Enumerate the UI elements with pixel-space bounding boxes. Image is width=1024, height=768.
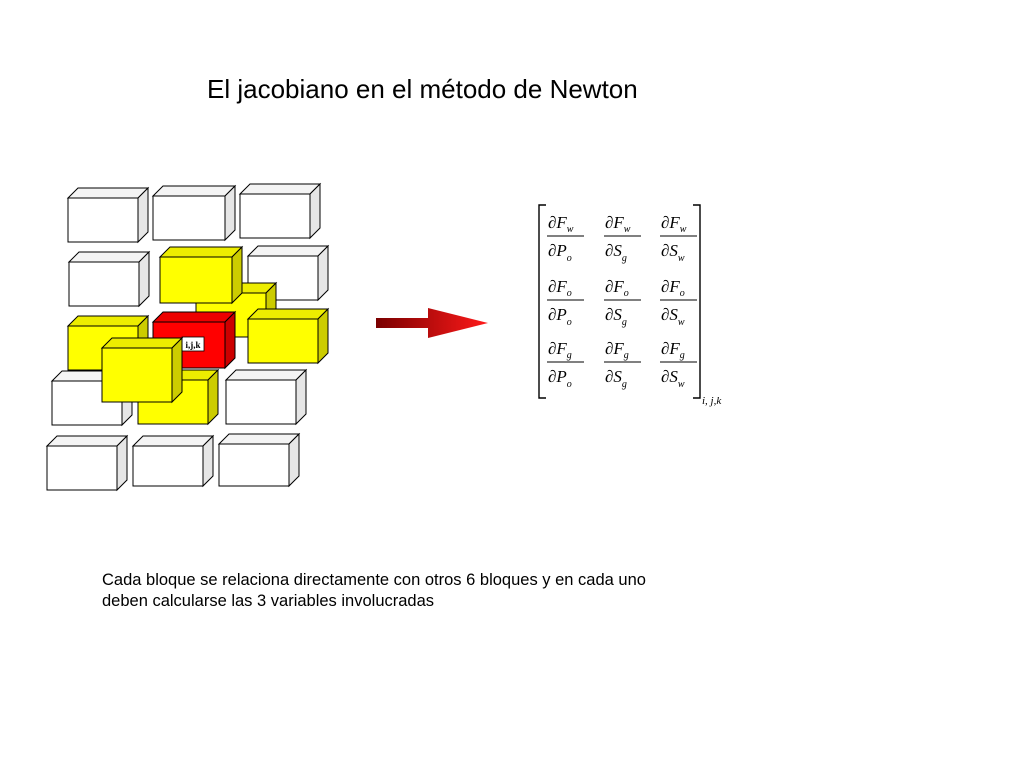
denominator: $\partial S_w$ (661, 367, 685, 390)
matrix-cell (604, 277, 641, 328)
matrix-subscript: i, j,k (702, 395, 722, 407)
numerator: $\partial F_o$ (661, 277, 685, 299)
numerator: $\partial F_w$ (605, 213, 631, 235)
denominator: $\partial P_o$ (548, 241, 572, 264)
numerator: $\partial F_o$ (605, 277, 629, 299)
matrix-cell (547, 339, 584, 390)
matrix-cell (604, 339, 641, 390)
numerator: $\partial F_w$ (548, 213, 574, 235)
numerator: $\partial F_o$ (548, 277, 572, 299)
center-block-label: i,j,k (185, 340, 201, 350)
matrix-cell (604, 213, 641, 264)
denominator: $\partial S_w$ (661, 241, 685, 264)
caption-line-1: Cada bloque se relaciona directamente con otros 6 bloques y en cada uno (102, 571, 646, 589)
denominator: $\partial S_w$ (661, 305, 685, 328)
numerator: $\partial F_g$ (605, 339, 629, 361)
caption (102, 570, 822, 612)
numerator: $\partial F_w$ (661, 213, 687, 235)
matrix-cell (660, 277, 697, 328)
denominator: $\partial S_g$ (605, 367, 627, 390)
denominator: $\partial P_o$ (548, 367, 572, 390)
matrix-cell (660, 213, 697, 264)
denominator: $\partial S_g$ (605, 241, 627, 264)
matrix-cell (547, 213, 584, 264)
numerator: $\partial F_g$ (548, 339, 572, 361)
caption-line-2: deben calcularse las 3 variables involucradas (102, 592, 435, 610)
denominator: $\partial P_o$ (548, 305, 572, 328)
matrix-cell (660, 339, 697, 390)
matrix-cell (547, 277, 584, 328)
slide-title: El jacobiano en el método de Newton (207, 74, 638, 104)
denominator: $\partial S_g$ (605, 305, 627, 328)
numerator: $\partial F_g$ (661, 339, 685, 361)
